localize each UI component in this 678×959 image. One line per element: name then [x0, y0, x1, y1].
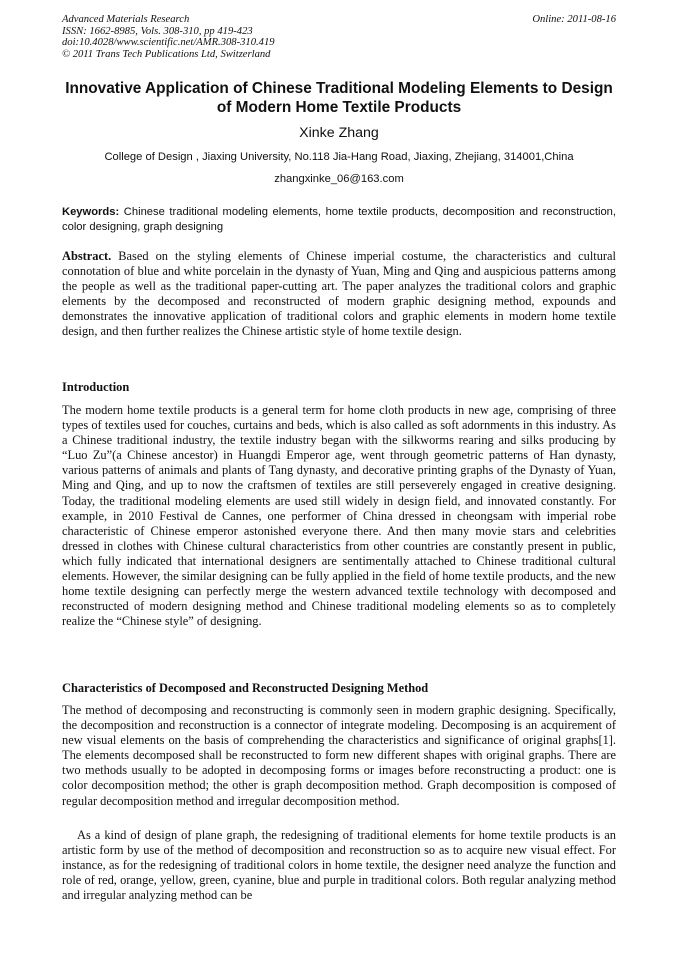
keywords-text: Chinese traditional modeling elements, home textile products, decomposition and reconstruction, color designing, graph designing [62, 206, 616, 233]
characteristics-paragraph-2: As a kind of design of plane graph, the redesigning of traditional elements for home textile products is an artistic form by use of the method of decomposition and reconstruction so as to acquire new visual effect. For instance, as for the redesigning of traditional colors in home textile, the designer need analyze the function and role of red, orange, yellow, green, cyanine, blue and purple in traditional colors. Both regular analyzing method and irregular analyzing method can be [62, 828, 616, 903]
introduction-paragraph: The modern home textile products is a general term for home cloth products in new age, comprising of three types of textiles used for couches, curtains and beds, which is also called as soft adornments in this industry. As a Chinese traditional industry, the textile industry began with the silkworms rearing and silks producing by “Luo Zu”(a Chinese ancestor) in Huangdi Emperor age, went through geometric patterns of Han dynasty, various patterns of animals and plants of Tang dynasty, and decorative printing graphs of the Dynasty of Yuan, Ming and Qing, and up to now the craftsmen of textiles are still perseverely engaged in creative designing. Today, the traditional modeling elements are used still widely in design field, and innovated constantly. For example, in 2010 Festival de Cannes, one performer of China dressed in cheongsam with imperial robe characteristic of Chinese emperor astonished everyone there. And then many movie stars and celebrities dressed in clothes with Chinese cultural characteristics from other countries are constantly present in public, which fully indicated that international designers are sentimentally attached to Chinese traditional cultural elements. However, the similar designing can be fully applied in the field of home textile products, and the new home textile designing can perfectly merge the western advanced textile technology with decomposed and reconstructed of modern designing method and Chinese traditional modeling elements so as to completely realize the “Chinese style” of designing. [62, 403, 616, 629]
characteristics-paragraph-1: The method of decomposing and reconstructing is commonly seen in modern graphic designing. Specifically, the decomposition and reconstruction is a connector of integrate modeling. Decomposing is an acquirement of new visual elements on the basis of comprehending the characteristics and significance of original graphs[1]. The elements decomposed shall be reconstructed to form new different shapes with original graphs. There are two methods usually to be adopted in decomposing forms or images before reconstructing a product: one is color decomposition method; the other is graph decomposition method. Graph decomposition is composed of regular decomposition method and irregular decomposition method. [62, 703, 616, 808]
section-heading-introduction: Introduction [62, 380, 130, 394]
author-name: Xinke Zhang [299, 125, 379, 141]
abstract [62, 249, 616, 340]
abstract-label: Abstract. [62, 249, 112, 263]
author-email: zhangxinke_06@163.com [274, 173, 404, 185]
author-affiliation: College of Design , Jiaxing University, No.118 Jia-Hang Road, Jiaxing, Zhejiang, 314001,China [104, 151, 574, 163]
section-heading-characteristics: Characteristics of Decomposed and Reconstructed Designing Method [62, 681, 429, 695]
copyright-line: © 2011 Trans Tech Publications Ltd, Switzerland [62, 48, 271, 60]
journal-header [62, 14, 616, 60]
paper-title: Innovative Application of Chinese Traditional Modeling Elements to Design of Modern Home Textile Products [65, 80, 613, 116]
keywords-label: Keywords: [62, 206, 120, 218]
doi-line: doi:10.4028/www.scientific.net/AMR.308-310.419 [62, 37, 275, 49]
issn-line: ISSN: 1662-8985, Vols. 308-310, pp 419-423 [62, 25, 253, 37]
abstract-text: Based on the styling elements of Chinese imperial costume, the characteristics and cultural connotation of blue and white porcelain in the dynasty of Yuan, Ming and Qing and auspicious patterns among the people as well as the traditional paper-cutting art. The paper analyzes the traditional colors and graphic elements by the decomposed and reconstructed of modern graphic designing method, expounds and demonstrates the innovative application of traditional colors and graphic elements in modern home textile design, and then further realizes the Chinese artistic style of home textile design. [62, 249, 616, 339]
journal-name: Advanced Materials Research [62, 14, 190, 25]
online-date: Online: 2011-08-16 [532, 14, 616, 25]
keywords [62, 205, 616, 235]
